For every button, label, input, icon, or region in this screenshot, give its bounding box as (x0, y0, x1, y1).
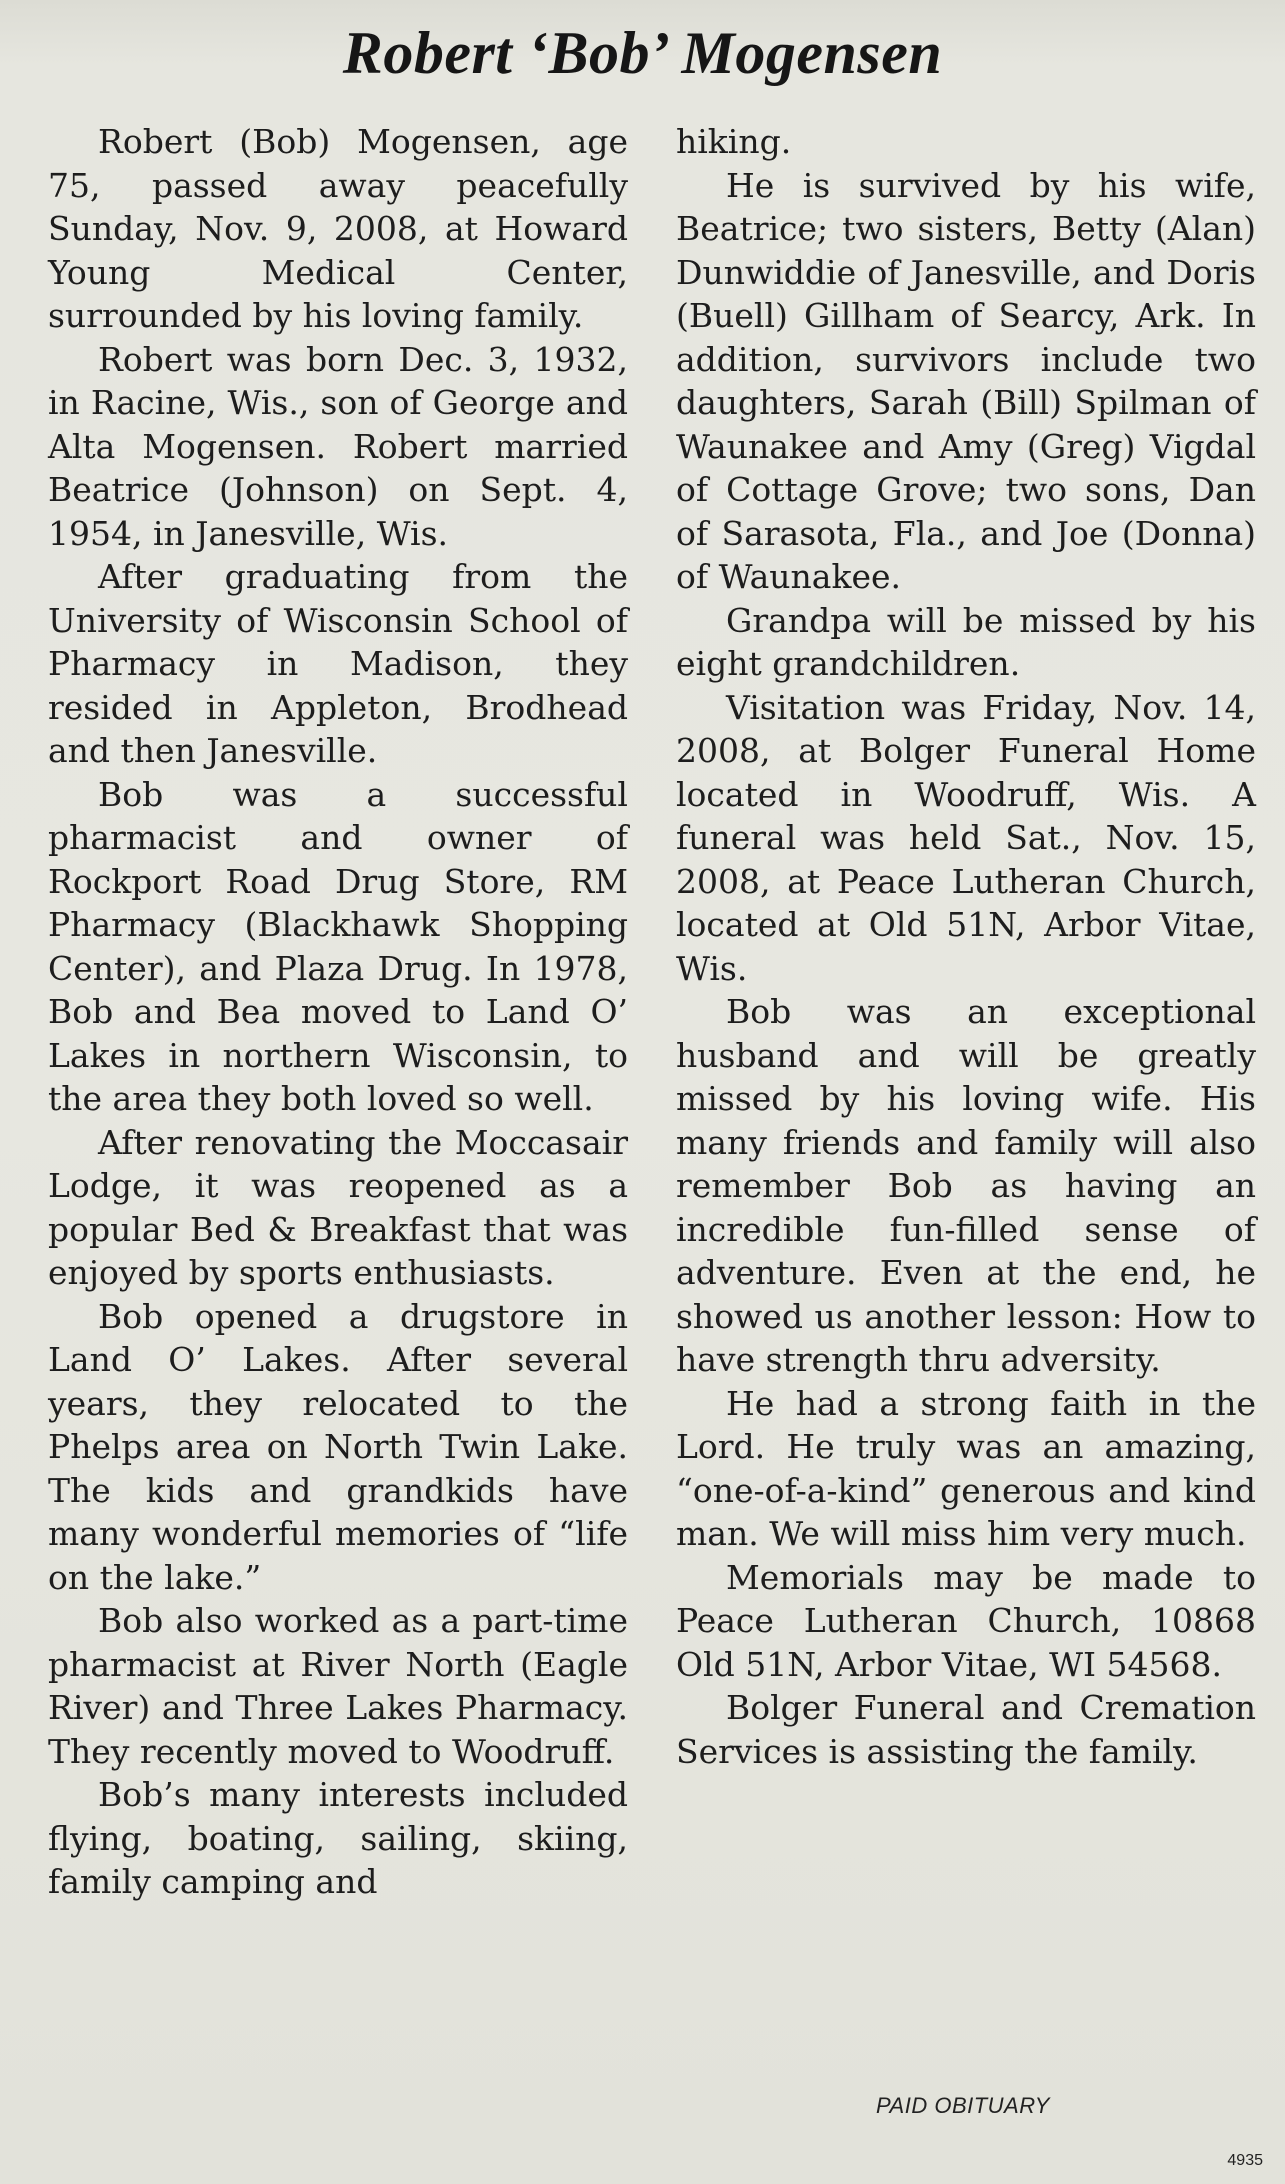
paragraph: Visitation was Friday, Nov. 14, 2008, at Bolger Funeral Home located in Woodruff, Wis. A funeral was held Sat., Nov. 15, 2008, at Peace Lutheran Church, located at Old 51N, Arbor Vitae, Wis. (676, 687, 1256, 988)
ad-code: 4935 (1227, 2152, 1263, 2169)
paragraph: He is survived by his wife, Beatrice; two sisters, Betty (Alan) Dunwiddie of Janesville, and Doris (Buell) Gillham of Searcy, Ark. In addition, survivors include two daughters, Sarah (Bill) Spilman of Waunakee and Amy (Greg) Vigdal of Cottage Grove; two sons, Dan of Sarasota, Fla., and Joe (Donna) of Waunakee. (676, 165, 1256, 596)
paragraph: Bob was an exceptional husband and will be greatly missed by his loving wife. His many friends and family will also remember Bob as having an incredible fun-filled sense of adventure. Even at the end, he showed us another lesson: How to have strength thru adversity. (676, 992, 1256, 1379)
paragraph: Robert (Bob) Mogensen, age 75, passed away peacefully Sunday, Nov. 9, 2008, at Howard Young Medical Center, surrounded by his loving family. (48, 122, 628, 335)
paragraph: Bob’s many interests included flying, boating, sailing, skiing, family camping and (48, 1775, 628, 1901)
paragraph: Grandpa will be missed by his eight grandchildren. (676, 600, 1256, 683)
paragraph: He had a strong faith in the Lord. He truly was an amazing, “one-of-a-kind” generous and kind man. We will miss him very much. (676, 1383, 1256, 1553)
paragraph: After renovating the Moccasair Lodge, it was reopened as a popular Bed & Breakfast that was enjoyed by sports enthusiasts. (48, 1122, 628, 1292)
obituary-headline: Robert ‘Bob’ Mogensen (342, 20, 943, 86)
paragraph: Robert was born Dec. 3, 1932, in Racine, Wis., son of George and Alta Mogensen. Robert married Beatrice (Johnson) on Sept. 4, 1954, in Janesville, Wis. (48, 339, 628, 553)
paragraph: Bolger Funeral and Cremation Services is assisting the family. (676, 1688, 1256, 1771)
paragraph: Memorials may be made to Peace Lutheran Church, 10868 Old 51N, Arbor Vitae, WI 54568. (676, 1557, 1256, 1684)
paragraph: After graduating from the University of Wisconsin School of Pharmacy in Madison, they resided in Appleton, Brodhead and then Janesville. (48, 557, 628, 770)
paragraph: Bob was a successful pharmacist and owner of Rockport Road Drug Store, RM Pharmacy (Blackhawk Shopping Center), and Plaza Drug. In 1978, Bob and Bea moved to Land O’ Lakes in northern Wisconsin, to the area they both loved so well. (48, 774, 628, 1118)
paragraph: Bob opened a drugstore in Land O’ Lakes. After several years, they relocated to the Phelps area on North Twin Lake. The kids and grandkids have many wonderful memories of “life on the lake.” (48, 1296, 628, 1597)
paragraph: Bob also worked as a part-time pharmacist at River North (Eagle River) and Three Lakes Pharmacy. They recently moved to Woodruff. (48, 1601, 628, 1771)
right-column (676, 120, 1256, 1773)
paid-obituary-label: PAID OBITUARY (876, 2093, 1050, 2118)
paragraph-continuation: hiking. (676, 122, 792, 161)
left-column (48, 120, 628, 1904)
